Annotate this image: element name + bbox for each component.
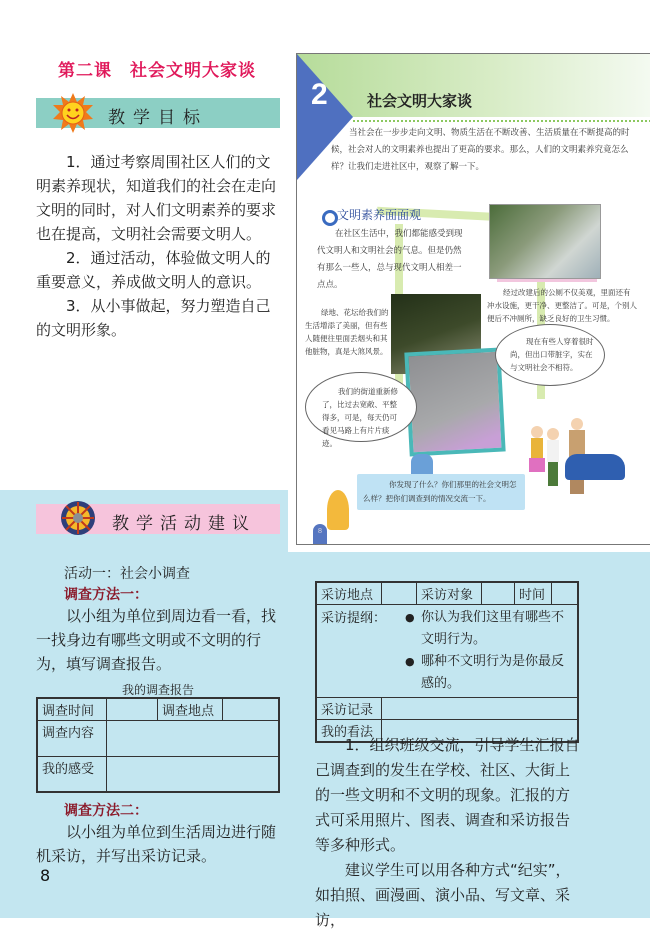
teaching-notes	[315, 733, 583, 933]
method-two-body: 以小组为单位到生活周边进行随机采访，并写出采访记录。	[36, 823, 277, 865]
interview-prompt: ● 你认为我们这里有哪些不文明行为。	[421, 607, 573, 651]
section-text-body: 在社区生活中，我们都能感受到现代文明人和文明社会的气息。但是仍然有那么一些人，总与现代文明人相差一点点。	[317, 229, 463, 290]
goal-item: 1．通过考察周围社区人们的文明素养现状，知道我们的社会在走向文明的同时，对人们文明素养的要求也在提高，文明社会需要文明人。	[36, 153, 277, 243]
interview-record-cell	[382, 698, 579, 720]
interview-time-cell	[552, 582, 579, 605]
method-two-text	[36, 820, 284, 868]
circle-bullet-icon	[322, 210, 338, 226]
book-lesson-title: 社会文明大家谈	[367, 92, 473, 110]
note-paragraph: 建议学生可以用各种方式“纪实”，如拍照、画漫画、演小品、写文章、采访，	[315, 861, 571, 929]
report-content-label: 调查内容	[37, 721, 107, 757]
caption-toilet-text: 经过改建后的公厕不仅美观，里面还有冲水设施，更干净、更整洁了。可是，个别人便后不冲厕所，缺乏良好的卫生习惯。	[487, 288, 637, 323]
student-book-page	[296, 53, 650, 545]
interview-target-label: 采访对象	[417, 582, 482, 605]
goals-header: 教学目标	[108, 108, 208, 128]
survey-report-table	[36, 697, 280, 793]
bubble-manners-text: 现在有些人穿着很时尚，但出口带脏字，实在与文明社会不相符。	[510, 337, 594, 372]
section-text	[317, 226, 467, 294]
car-illustration	[565, 454, 625, 480]
note-paragraph: 1．组织班级交流，引导学生汇报自己调查到的发生在学校、社区、大街上的一些文明和不文明的现象。汇报的方式可采用照片、图表、调查和采访报告等多种形式。	[315, 736, 580, 854]
method-two-title: 调查方法二：	[64, 803, 148, 819]
book-intro	[331, 125, 631, 176]
book-lesson-number: 2	[311, 78, 328, 111]
book-intro-text: 当社会在一步步走向文明、物质生活在不断改善、生活质量在不断提高的时候，社会对人的文明素养也提出了更高的要求。那么，人们的文明素养究竟怎么样？让我们走进社区中，观察了解一下。	[331, 128, 630, 172]
interview-outline	[316, 605, 578, 698]
report-title: 我的调查报告	[121, 683, 194, 697]
interview-time-label: 时间	[515, 582, 552, 605]
goal-item: 3．从小事做起，努力塑造自己的文明形象。	[36, 297, 271, 339]
caption-garden	[305, 306, 389, 358]
page-number: 8	[40, 866, 51, 885]
report-feeling-label: 我的感受	[37, 757, 107, 792]
goal-item: 2．通过活动，体验做文明人的重要意义，养成做文明人的意识。	[36, 249, 271, 291]
report-time-cell	[107, 698, 158, 721]
report-place-label: 调查地点	[158, 698, 223, 721]
caption-toilet	[487, 286, 637, 325]
interview-place-label: 采访地点	[316, 582, 382, 605]
speech-bubble-manners	[495, 324, 605, 386]
photo-sidewalk	[404, 348, 505, 457]
speech-bubble-road	[305, 372, 417, 448]
sun-icon	[52, 92, 94, 134]
activities-header: 教学活动建议	[112, 514, 256, 534]
report-feeling-cell	[107, 757, 280, 792]
discussion-box	[357, 474, 525, 510]
bubble-road-text: 我们的街道重新修了，比过去宽敞、平整得多，可是，每天仍可看见马路上有片片痰迹。	[322, 387, 398, 448]
photo-public-toilet	[489, 204, 601, 279]
report-time-label: 调查时间	[37, 698, 107, 721]
interview-prompts	[403, 607, 573, 695]
dotted-divider	[353, 120, 650, 122]
method-one-text	[36, 604, 284, 676]
book-page-tab: 8	[313, 524, 327, 544]
goals-list	[36, 150, 282, 342]
caption-garden-text: 绿地、花坛给我们的生活增添了美丽，但有些人随便往里面丢烟头和其他脏物，真是大煞风景。	[305, 308, 389, 356]
interview-place-cell	[382, 582, 417, 605]
activity-name: 活动一：社会小调查	[64, 566, 190, 582]
compass-icon	[60, 500, 96, 536]
interview-opinion-label: 我的看法	[316, 720, 382, 743]
report-content-cell	[107, 721, 280, 757]
interview-prompt: ● 哪种不文明行为是你最反感的。	[421, 651, 573, 695]
child-illustration	[327, 490, 349, 530]
report-place-cell	[223, 698, 280, 721]
lesson-title: 第二课 社会文明大家谈	[58, 61, 256, 81]
interview-target-cell	[482, 582, 515, 605]
discussion-text: 你发现了什么？你们那里的社会文明怎么样？把你们调查到的情况交流一下。	[363, 480, 517, 503]
section-title: 文明素养面面观	[337, 208, 422, 222]
interview-table	[315, 581, 579, 743]
method-one-body: 以小组为单位到周边看一看，找一找身边有哪些文明或不文明的行为，填写调查报告。	[36, 607, 277, 673]
interview-outline-label: 采访提纲：	[321, 611, 387, 626]
interview-record-label: 采访记录	[316, 698, 382, 720]
method-one-title: 调查方法一：	[64, 587, 148, 603]
